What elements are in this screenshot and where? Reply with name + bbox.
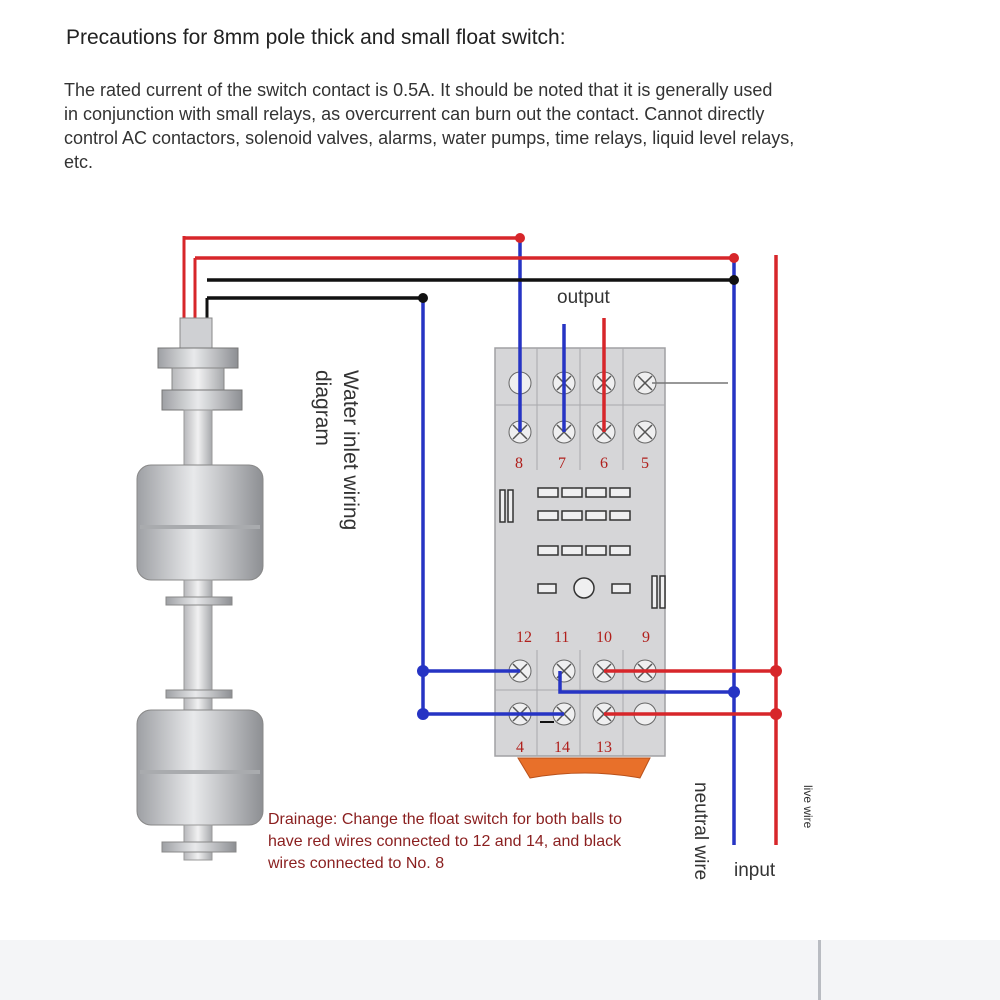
input-label: input (734, 860, 776, 881)
live-wire-label: live wire (801, 785, 815, 829)
water-inlet-label: diagram (311, 370, 334, 446)
terminal-label: 6 (600, 455, 608, 472)
terminal-label: 10 (596, 629, 612, 646)
output-label: output (557, 287, 610, 308)
terminal-label: 13 (596, 739, 612, 756)
drainage-note-line: Drainage: Change the float switch for both balls to (268, 811, 622, 828)
note-line: etc. (64, 152, 94, 172)
water-inlet-label: Water inlet wiring (339, 370, 362, 531)
terminal-label: 11 (554, 629, 570, 646)
terminal-label: 5 (641, 455, 649, 472)
terminal-label: 7 (558, 455, 566, 472)
note-line: control AC contactors, solenoid valves, alarms, water pumps, time relays, liquid level relays, (64, 128, 795, 148)
divider (818, 940, 821, 1000)
drainage-note-line: have red wires connected to 12 and 14, and black (268, 833, 622, 850)
note-line: The rated current of the switch contact is 0.5A. It should be noted that it is generally used (64, 80, 773, 100)
retaining-clip (518, 758, 650, 778)
screw-terminal-5 (634, 421, 656, 443)
terminal-label: 8 (515, 455, 523, 472)
terminal-label: 12 (516, 629, 532, 646)
terminal-label: 9 (642, 629, 650, 646)
terminal-label: 4 (516, 739, 524, 756)
screw-terminal-11 (553, 660, 575, 682)
drainage-note-line: wires connected to No. 8 (268, 855, 445, 872)
neutral-wire-label: neutral wire (690, 782, 711, 881)
wires (184, 238, 776, 845)
bottom-strip (0, 940, 1000, 1000)
float-switch (137, 236, 263, 860)
note-line: in conjunction with small relays, as overcurrent can burn out the contact. Cannot directly (64, 104, 765, 124)
page-title: Precautions for 8mm pole thick and small float switch: (66, 26, 566, 49)
terminal-label: 14 (554, 739, 570, 756)
